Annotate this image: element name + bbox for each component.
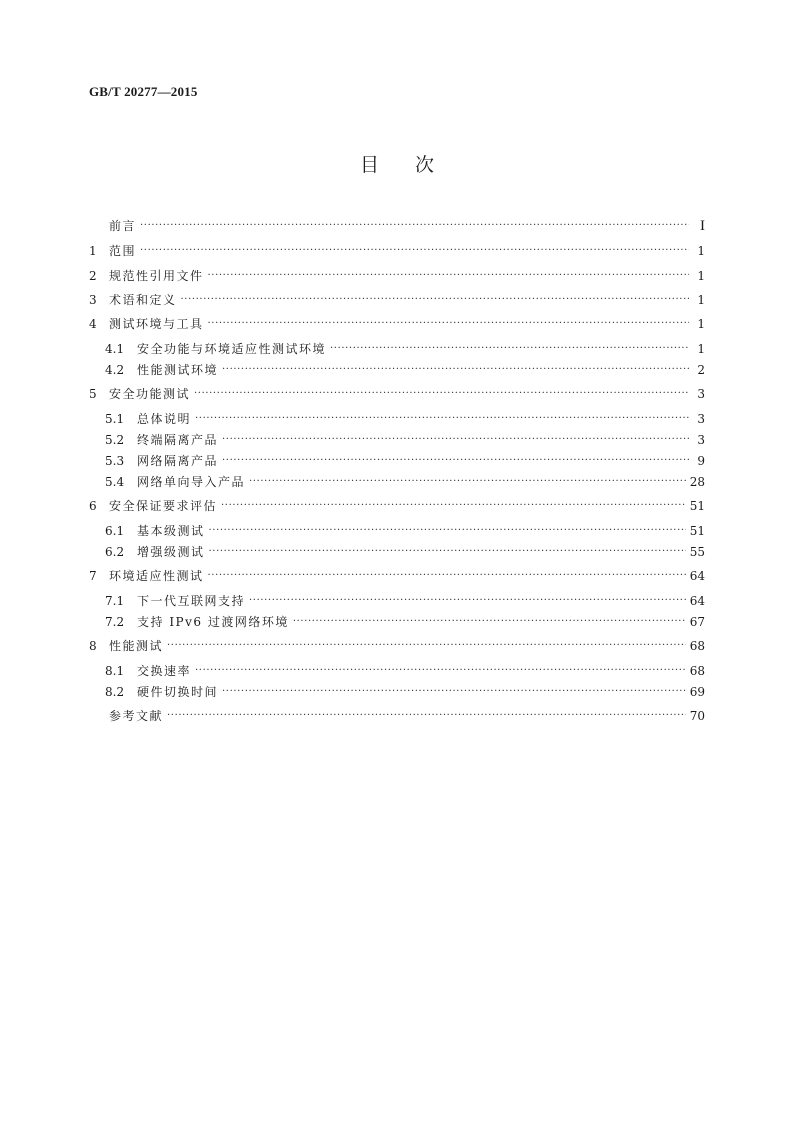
toc-entry-page: 64 — [689, 569, 705, 583]
toc-entry[interactable] — [89, 496, 705, 516]
toc-entry-page: 1 — [697, 317, 705, 331]
toc-entry[interactable] — [89, 314, 705, 334]
toc-entry-number: 5.4 — [105, 475, 125, 489]
toc-subentry[interactable] — [105, 661, 705, 681]
toc-subentry[interactable] — [105, 339, 705, 359]
toc-subentry[interactable] — [105, 430, 705, 450]
toc-entry-page: 67 — [689, 615, 705, 629]
toc-leader-dots — [222, 682, 686, 702]
toc-entry-number: 2 — [89, 269, 97, 283]
toc-subentry[interactable] — [105, 360, 705, 380]
toc-leader-dots — [221, 496, 686, 516]
toc-entry-page: 70 — [689, 709, 705, 723]
toc-leader-dots — [209, 542, 686, 562]
toc-entry-title: 规范性引用文件 — [109, 269, 204, 283]
toc-entry-title: 范围 — [109, 244, 137, 258]
toc-entry-page: 68 — [689, 664, 705, 678]
toc-entry-number: 6 — [89, 499, 97, 513]
toc-leader-dots — [140, 216, 689, 236]
toc-entry-number: 7.2 — [105, 615, 125, 629]
toc-subentry[interactable] — [105, 521, 705, 541]
toc-subentry[interactable] — [105, 542, 705, 562]
toc-entry-title: 下一代互联网支持 — [137, 594, 246, 608]
toc-leader-dots — [330, 339, 689, 359]
toc-entry-number: 5.2 — [105, 433, 125, 447]
toc-entry-title: 术语和定义 — [109, 293, 177, 307]
toc-entry[interactable] — [89, 241, 705, 261]
toc-entry[interactable] — [89, 706, 705, 726]
toc-leader-dots — [208, 566, 686, 586]
toc-leader-dots — [209, 521, 686, 541]
toc-leader-dots — [195, 661, 686, 681]
toc-leader-dots — [222, 430, 689, 450]
toc-entry-title: 增强级测试 — [137, 545, 205, 559]
toc-entry-number: 8 — [89, 639, 97, 653]
toc-entry-page: 55 — [689, 545, 705, 559]
toc-leader-dots — [222, 451, 689, 471]
toc-entry[interactable] — [89, 266, 705, 286]
toc-leader-dots — [249, 591, 686, 611]
toc-subentry[interactable] — [105, 591, 705, 611]
toc-entry[interactable] — [89, 384, 705, 404]
toc-leader-dots — [167, 706, 686, 726]
toc-entry-title: 网络单向导入产品 — [137, 475, 246, 489]
toc-entry-title: 硬件切换时间 — [137, 685, 219, 699]
toc-entry-number: 8.1 — [105, 664, 125, 678]
toc-entry-page: 3 — [697, 433, 705, 447]
toc-entry-number: 1 — [89, 244, 97, 258]
toc-entry-page: 64 — [689, 594, 705, 608]
toc-entry-title: 网络隔离产品 — [137, 454, 219, 468]
toc-entry-page: 1 — [697, 244, 705, 258]
toc-entry-title: 前言 — [109, 219, 137, 233]
toc-entry-number: 4.2 — [105, 363, 125, 377]
toc-entry-number: 6.1 — [105, 524, 125, 538]
toc-entry-number: 7.1 — [105, 594, 125, 608]
toc-entry-title: 交换速率 — [137, 664, 192, 678]
toc-entry-number: 5.1 — [105, 412, 125, 426]
toc-entry-page: 1 — [697, 342, 705, 356]
toc-entry[interactable] — [89, 566, 705, 586]
page-title: 目次 — [359, 154, 470, 176]
toc-entry-title: 安全功能与环境适应性测试环境 — [137, 342, 327, 356]
toc-entry-title: 支持 IPv6 过渡网络环境 — [137, 615, 289, 629]
toc-entry-page: 1 — [697, 293, 705, 307]
toc-leader-dots — [167, 636, 686, 656]
toc-leader-dots — [208, 314, 689, 334]
toc-leader-dots — [249, 472, 686, 492]
toc-entry-page: 51 — [689, 524, 705, 538]
toc-entry-page: 2 — [697, 363, 705, 377]
toc-entry-title: 安全功能测试 — [109, 387, 191, 401]
toc-entry-number: 3 — [89, 293, 97, 307]
toc-leader-dots — [181, 290, 689, 310]
toc-subentry[interactable] — [105, 451, 705, 471]
toc-entry[interactable] — [89, 636, 705, 656]
toc-entry-page: 3 — [697, 387, 705, 401]
toc-entry-page: 9 — [697, 454, 705, 468]
toc-entry-title: 总体说明 — [137, 412, 192, 426]
toc-entry-number: 5.3 — [105, 454, 125, 468]
toc-entry-page: 51 — [689, 499, 705, 513]
toc-leader-dots — [140, 241, 689, 261]
toc-leader-dots — [195, 409, 689, 429]
toc-subentry[interactable] — [105, 472, 705, 492]
toc-leader-dots — [194, 384, 689, 404]
toc-entry-title: 性能测试 — [109, 639, 164, 653]
toc-entry-title: 环境适应性测试 — [109, 569, 204, 583]
toc-entry-title: 参考文献 — [109, 709, 164, 723]
toc-leader-dots — [293, 612, 686, 632]
toc-leader-dots — [208, 266, 689, 286]
toc-entry-title: 测试环境与工具 — [109, 317, 204, 331]
toc-entry[interactable] — [89, 290, 705, 310]
toc-entry-title: 性能测试环境 — [137, 363, 219, 377]
toc-entry-number: 7 — [89, 569, 97, 583]
toc-leader-dots — [222, 360, 689, 380]
toc-entry-number: 4.1 — [105, 342, 125, 356]
toc-entry-page: 1 — [697, 269, 705, 283]
toc-subentry[interactable] — [105, 612, 705, 632]
toc-entry-title: 基本级测试 — [137, 524, 205, 538]
toc-entry-number: 6.2 — [105, 545, 125, 559]
toc-entry-title: 终端隔离产品 — [137, 433, 219, 447]
document-code: GB/T 20277—2015 — [89, 84, 198, 99]
toc-entry[interactable] — [89, 216, 705, 236]
toc-entry-page: 68 — [689, 639, 705, 653]
toc-entry-page: 3 — [697, 412, 705, 426]
toc-entry-number: 5 — [89, 387, 97, 401]
toc-entry-page: 69 — [689, 685, 705, 699]
toc-subentry[interactable] — [105, 682, 705, 702]
toc-entry-number: 4 — [89, 317, 97, 331]
toc-subentry[interactable] — [105, 409, 705, 429]
toc-entry-number: 8.2 — [105, 685, 125, 699]
toc-entry-page: I — [700, 218, 705, 234]
toc-entry-page: 28 — [689, 475, 705, 489]
toc-entry-title: 安全保证要求评估 — [109, 499, 218, 513]
